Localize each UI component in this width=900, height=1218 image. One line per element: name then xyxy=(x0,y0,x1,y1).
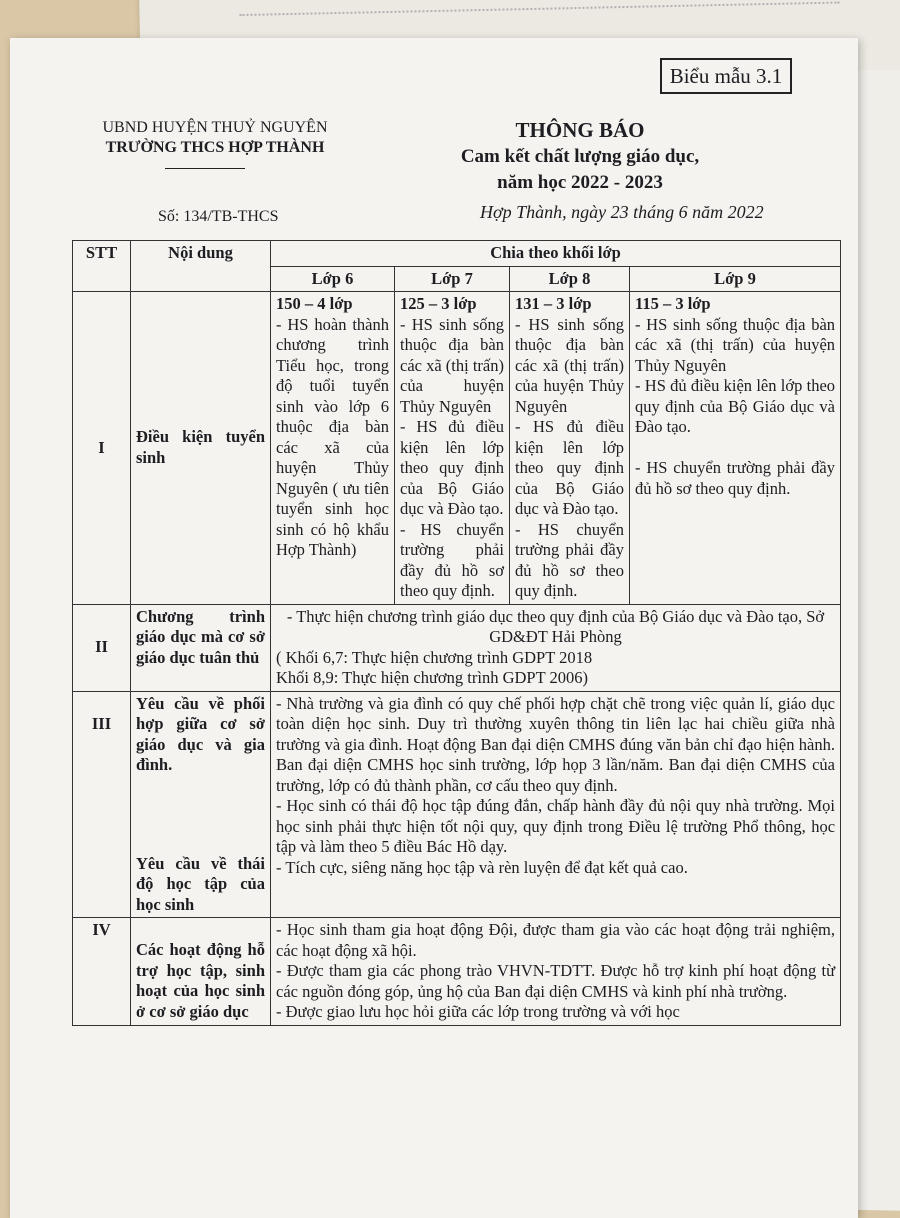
commitment-table xyxy=(72,240,841,1026)
table-row xyxy=(73,292,841,605)
row-3-para-1: - Nhà trường và gia đình có quy chế phối hợp chặt chẽ trong việc quản lí, giáo dục toàn diện học sinh. Duy trì thường xuyên thông tin liên lạc hai chiều giữa nhà trường và gia đình. Hoạt động Ban đại diện CMHS đúng văn bản chỉ đạo hiện hành. Ban đại diện CMHS học sinh trường, lớp họp 3 lần/năm. Ban đại diện CMHS của trường, lớp có đủ thành phần, cơ cấu theo quy định. xyxy=(276,693,836,795)
row-2-content xyxy=(271,604,841,691)
row-1-grade-6 xyxy=(271,292,395,605)
grade-8-count: 131 – 3 lớp xyxy=(515,294,592,313)
form-code-box: Biểu mẫu 3.1 xyxy=(660,58,792,94)
notice-title: THÔNG BÁO xyxy=(515,118,645,142)
date-line: Hợp Thành, ngày 23 tháng 6 năm 2022 xyxy=(480,202,764,222)
row-3-title xyxy=(131,691,271,918)
row-2-line-1: - Thực hiện chương trình giáo dục theo quy định của Bộ Giáo dục và Đào tạo, Sở GD&ĐT Hải Phòng xyxy=(286,606,825,646)
row-4-para-3: - Được giao lưu học hỏi giữa các lớp trong trường và với học xyxy=(276,1002,680,1021)
header-grade-group: Chia theo khối lớp xyxy=(271,241,841,267)
header-stt: STT xyxy=(73,241,131,292)
row-4-content xyxy=(271,918,841,1026)
row-1-grade-8 xyxy=(510,292,630,605)
reference-number: Số: 134/TB-THCS xyxy=(158,208,279,225)
table-row xyxy=(73,604,841,691)
row-4-para-2: - Được tham gia các phong trào VHVN-TDTT. Được hỗ trợ kinh phí hoạt động từ các nguồn đóng góp, ủng hộ của Ban đại diện CMHS và kinh phí nhà trường. xyxy=(276,961,836,1001)
notice-subtitle-1: Cam kết chất lượng giáo dục, xyxy=(460,146,700,167)
row-3-content xyxy=(271,691,841,918)
header-grade-9: Lớp 9 xyxy=(630,266,841,292)
grade-6-count: 150 – 4 lớp xyxy=(276,294,353,313)
row-3-stt: III xyxy=(73,691,131,918)
grade-8-criteria: - HS sinh sống thuộc địa bàn các xã (thị trấn) của huyện Thủy Nguyên - HS đủ điều kiện lên lớp theo quy định của Bộ Giáo dục và Đào tạo. - HS chuyển trường phải đầy đủ hồ sơ theo quy định. xyxy=(515,314,624,600)
header-content: Nội dung xyxy=(131,241,271,292)
row-3-title-attitude: Yêu cầu về thái độ học tập của học sinh xyxy=(136,853,265,914)
row-4-title: Các hoạt động hỗ trợ học tập, sinh hoạt của học sinh ở cơ sở giáo dục xyxy=(131,918,271,1026)
table-row xyxy=(73,918,841,1026)
row-2-line-3: Khối 8,9: Thực hiện chương trình GDPT 2006) xyxy=(276,668,588,687)
grade-6-criteria: - HS hoàn thành chương trình Tiểu học, trong độ tuổi tuyển sinh vào lớp 6 thuộc địa bàn các xã của huyện Thủy Nguyên ( ưu tiên tuyển sinh học sinh có hộ khẩu Hợp Thành) xyxy=(276,314,389,559)
grade-9-criteria: - HS sinh sống thuộc địa bàn các xã (thị trấn) của huyện Thủy Nguyên - HS đủ điều kiện lên lớp theo quy định của Bộ Giáo dục và Đào tạo. - HS chuyển trường phải đầy đủ hồ sơ theo quy định. xyxy=(635,314,836,498)
row-1-title: Điều kiện tuyển sinh xyxy=(131,292,271,605)
row-3-title-coordination: Yêu cầu về phối hợp giữa cơ sở giáo dục và gia đình. xyxy=(136,693,265,774)
header-grade-6: Lớp 6 xyxy=(271,266,395,292)
row-2-title: Chương trình giáo dục mà cơ sở giáo dục tuân thủ xyxy=(131,604,271,691)
organization-header xyxy=(90,118,340,158)
row-4-stt: IV xyxy=(73,918,131,1026)
grade-9-count: 115 – 3 lớp xyxy=(635,294,711,313)
row-2-line-2: ( Khối 6,7: Thực hiện chương trình GDPT 2018 xyxy=(276,647,593,667)
row-3-para-3: - Tích cực, siêng năng học tập và rèn luyện để đạt kết quả cao. xyxy=(276,857,688,877)
row-1-grade-7 xyxy=(395,292,510,605)
notice-subtitle-2: năm học 2022 - 2023 xyxy=(497,172,663,193)
row-3-para-2: - Học sinh có thái độ học tập đúng đắn, chấp hành đầy đủ nội quy nhà trường. Mọi học sinh phải thực hiện tốt nội quy, quy định trong Điều lệ trường Phổ thông, học tập và làm theo 5 điều Bác Hồ dạy. xyxy=(276,796,836,856)
row-2-stt: II xyxy=(73,604,131,691)
document-page xyxy=(10,38,858,1218)
header-grade-7: Lớp 7 xyxy=(395,266,510,292)
grade-7-count: 125 – 3 lớp xyxy=(400,294,477,313)
org-underline xyxy=(165,168,245,169)
notice-header xyxy=(430,116,730,196)
table-header-row xyxy=(73,241,841,267)
org-line-1: UBND HUYỆN THUỶ NGUYÊN xyxy=(102,119,328,136)
grade-7-criteria: - HS sinh sống thuộc địa bàn các xã (thị trấn) của huyện Thủy Nguyên - HS đủ điều kiện lên lớp theo quy định của Bộ Giáo dục và Đào tạo. - HS chuyển trường phải đầy đủ hồ sơ theo quy định. xyxy=(400,314,504,600)
row-1-stt: I xyxy=(73,292,131,605)
background-paper-text xyxy=(239,2,839,31)
org-line-2: TRƯỜNG THCS HỢP THÀNH xyxy=(105,139,325,156)
row-1-grade-9 xyxy=(630,292,841,605)
header-grade-8: Lớp 8 xyxy=(510,266,630,292)
row-4-para-1: - Học sinh tham gia hoạt động Đội, được tham gia vào các hoạt động trải nghiệm, các hoạt động xã hội. xyxy=(276,920,836,960)
table-row xyxy=(73,691,841,918)
